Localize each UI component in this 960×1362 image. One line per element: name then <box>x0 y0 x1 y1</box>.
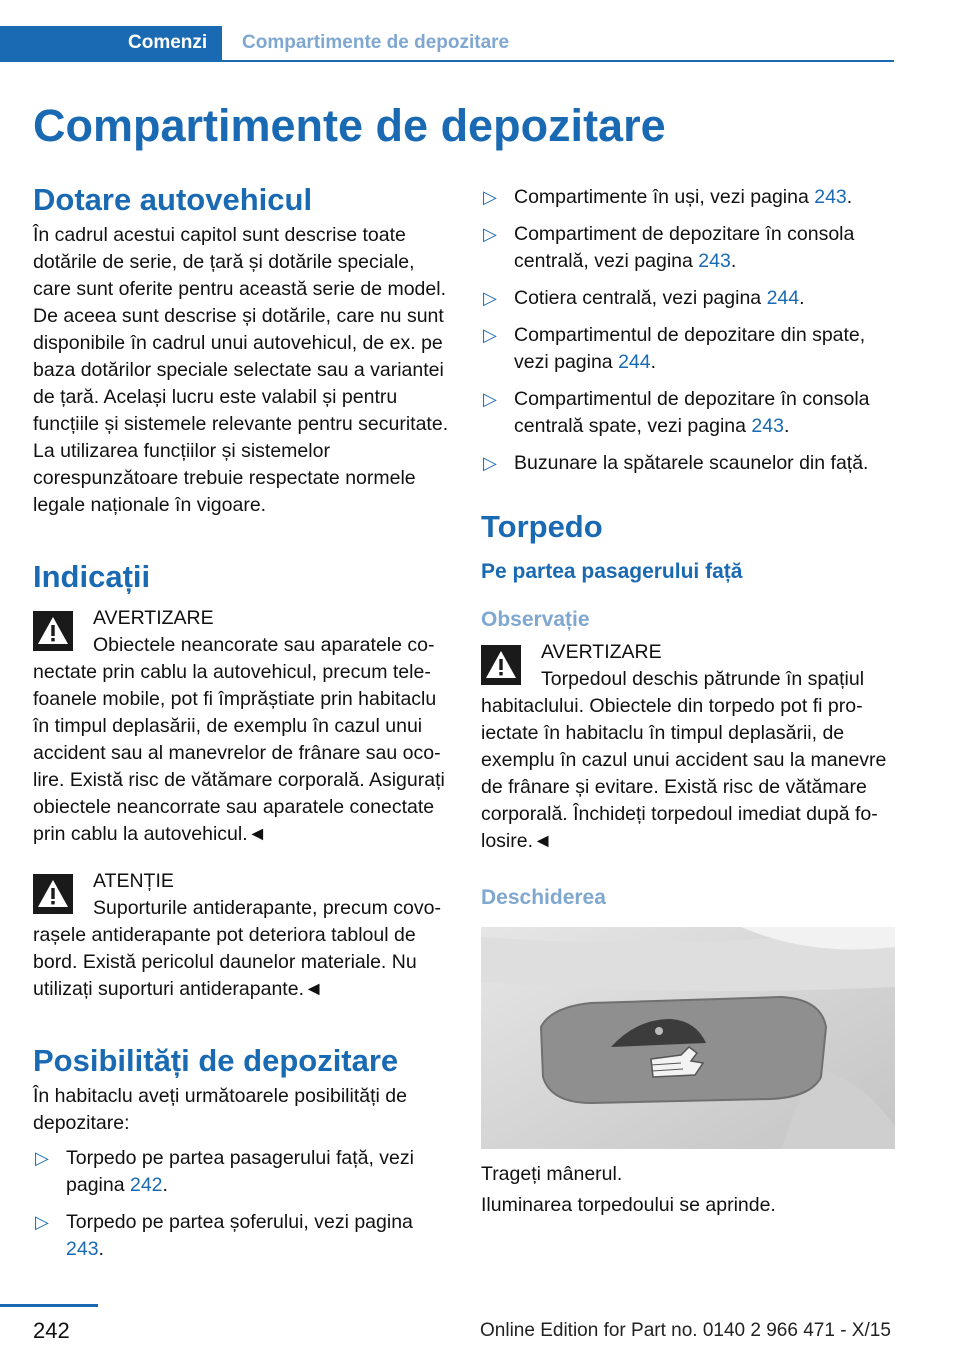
caution-label: ATENȚIE <box>93 870 174 892</box>
page-header <box>0 26 960 62</box>
glovebox-illustration <box>481 927 895 1149</box>
dotare-text: În cadrul acestui capitol sunt descrise toate dotările de serie, de țară și dotările speciale, care sunt oferite pentru această serie de model. De aceea sunt descrise și dotările, care nu sunt disponibile în cadrul unui autovehicul, de ex. pe baza dotărilor speciale selectate sau a variantei de țară. Același lucru este valabil și pentru funcțiile și sistemele relevante pentru securitate. La utilizarea funcțiilor și sistemelor corespunzătoare trebuie respectate normele legale naționale în vigoare. <box>33 224 449 516</box>
edition-note: Online Edition for Part no. 0140 2 966 471 - X/15 <box>480 1320 891 1341</box>
chapter-tab[interactable]: Comenzi <box>0 26 222 62</box>
storage-list-left <box>33 1145 449 1263</box>
warning-block-2 <box>33 868 449 1003</box>
bullet-triangle-icon: ▷ <box>35 1212 49 1232</box>
warning-text: Torpedoul deschis pătrunde în spațiul habitaclului. Obiectele din torpedo pot fi proiectate în habitaclu în timpul deplasării, de exemplu în cazul unui accident sau la manevre de frânare și evitare. Există risc de vătămare corporală. Închideți torpedoul imediat după folosire.◄ <box>481 668 887 852</box>
caution-text: Suporturile antiderapante, precum covorașele antiderapante pot deteriora tabloul de bord. Există pericolul daunelor materiale. Nu utilizați suporturi antiderapante.◄ <box>33 897 441 1000</box>
list-item: ▷ Buzunare la spătarele scaunelor din față. <box>481 450 897 477</box>
step-light: Iluminarea torpedoului se aprinde. <box>481 1194 776 1216</box>
page-link[interactable]: 244 <box>766 287 800 309</box>
left-column <box>33 180 449 1273</box>
list-item: ▷ Torpedo pe partea pasagerului față, vezi pagina 242. <box>35 1147 414 1196</box>
storage-list-right <box>481 184 897 477</box>
list-item: ▷ Compartimentul de depozitare în consola centrală spate, vezi pagina 243. <box>483 388 870 437</box>
right-column <box>481 180 897 1219</box>
footer-rule <box>0 1304 98 1307</box>
page-link[interactable]: 243 <box>66 1238 99 1260</box>
warning-label: AVERTIZARE <box>541 641 662 663</box>
bullet-triangle-icon: ▷ <box>483 453 497 473</box>
page-link[interactable]: 244 <box>618 351 651 373</box>
bullet-triangle-icon: ▷ <box>483 224 497 244</box>
bullet-triangle-icon: ▷ <box>483 288 497 308</box>
step-pull-handle: Trageți mânerul. <box>481 1163 623 1185</box>
page-title: Compartimente de depozitare <box>33 100 666 151</box>
page-link[interactable]: 243 <box>751 415 784 437</box>
bullet-triangle-icon: ▷ <box>483 389 497 409</box>
list-item: ▷ Torpedo pe partea șoferului, vezi pagina 243. <box>35 1211 413 1260</box>
page-link[interactable]: 243 <box>814 186 847 208</box>
list-item: ▷ Cotiera centrală, vezi pagina 244. <box>481 285 897 312</box>
list-item: ▷ Compartimente în uși, vezi pagina 243. <box>481 184 897 211</box>
list-item: ▷ Compartiment de depozitare în consola centrală, vezi pagina 243. <box>483 223 855 272</box>
warning-block-3 <box>481 639 897 855</box>
posibilitati-heading: Posibilități de depozitare <box>33 1043 399 1078</box>
warning-icon <box>33 611 73 651</box>
section-tab[interactable]: Compartimente de depozitare <box>242 32 510 53</box>
dotare-heading: Dotare autovehicul <box>33 182 313 217</box>
list-item: ▷ Compartimentul de depozitare din spate, vezi pagina 244. <box>483 324 866 373</box>
indicatii-heading: Indicații <box>33 559 151 594</box>
warning-label: AVERTIZARE <box>93 607 214 629</box>
warning-block-1 <box>33 605 449 848</box>
glovebox-photo <box>481 927 895 1149</box>
warning-text: Obiectele neancorate sau aparatele conectate prin cablu la autovehicul, precum telefoanele mobile, pot fi împrăștiate prin habitaclu în timpul deplasării, de exemplu în cazul unui accident sau al manevrelor de frânare sau ocolire. Există risc de vătămare corporală. Asigurați obiectele neancorrate sau aparatele conectate prin cablu la autovehicul.◄ <box>33 634 445 845</box>
warning-icon <box>33 874 73 914</box>
page-link[interactable]: 243 <box>698 250 731 272</box>
bullet-triangle-icon: ▷ <box>483 325 497 345</box>
header-rule <box>222 60 894 62</box>
page-number: 242 <box>33 1318 70 1343</box>
deschiderea-heading: Deschiderea <box>481 886 606 909</box>
observatie-heading: Observație <box>481 608 590 631</box>
bullet-triangle-icon: ▷ <box>483 187 497 207</box>
page-link[interactable]: 242 <box>129 1174 163 1196</box>
warning-icon <box>481 645 521 685</box>
pasager-heading: Pe partea pasagerului față <box>481 560 743 583</box>
bullet-triangle-icon: ▷ <box>35 1148 49 1168</box>
posibilitati-text: În habitaclu aveți următoarele posibilități de depozitare: <box>33 1085 407 1134</box>
torpedo-heading: Torpedo <box>481 509 603 544</box>
